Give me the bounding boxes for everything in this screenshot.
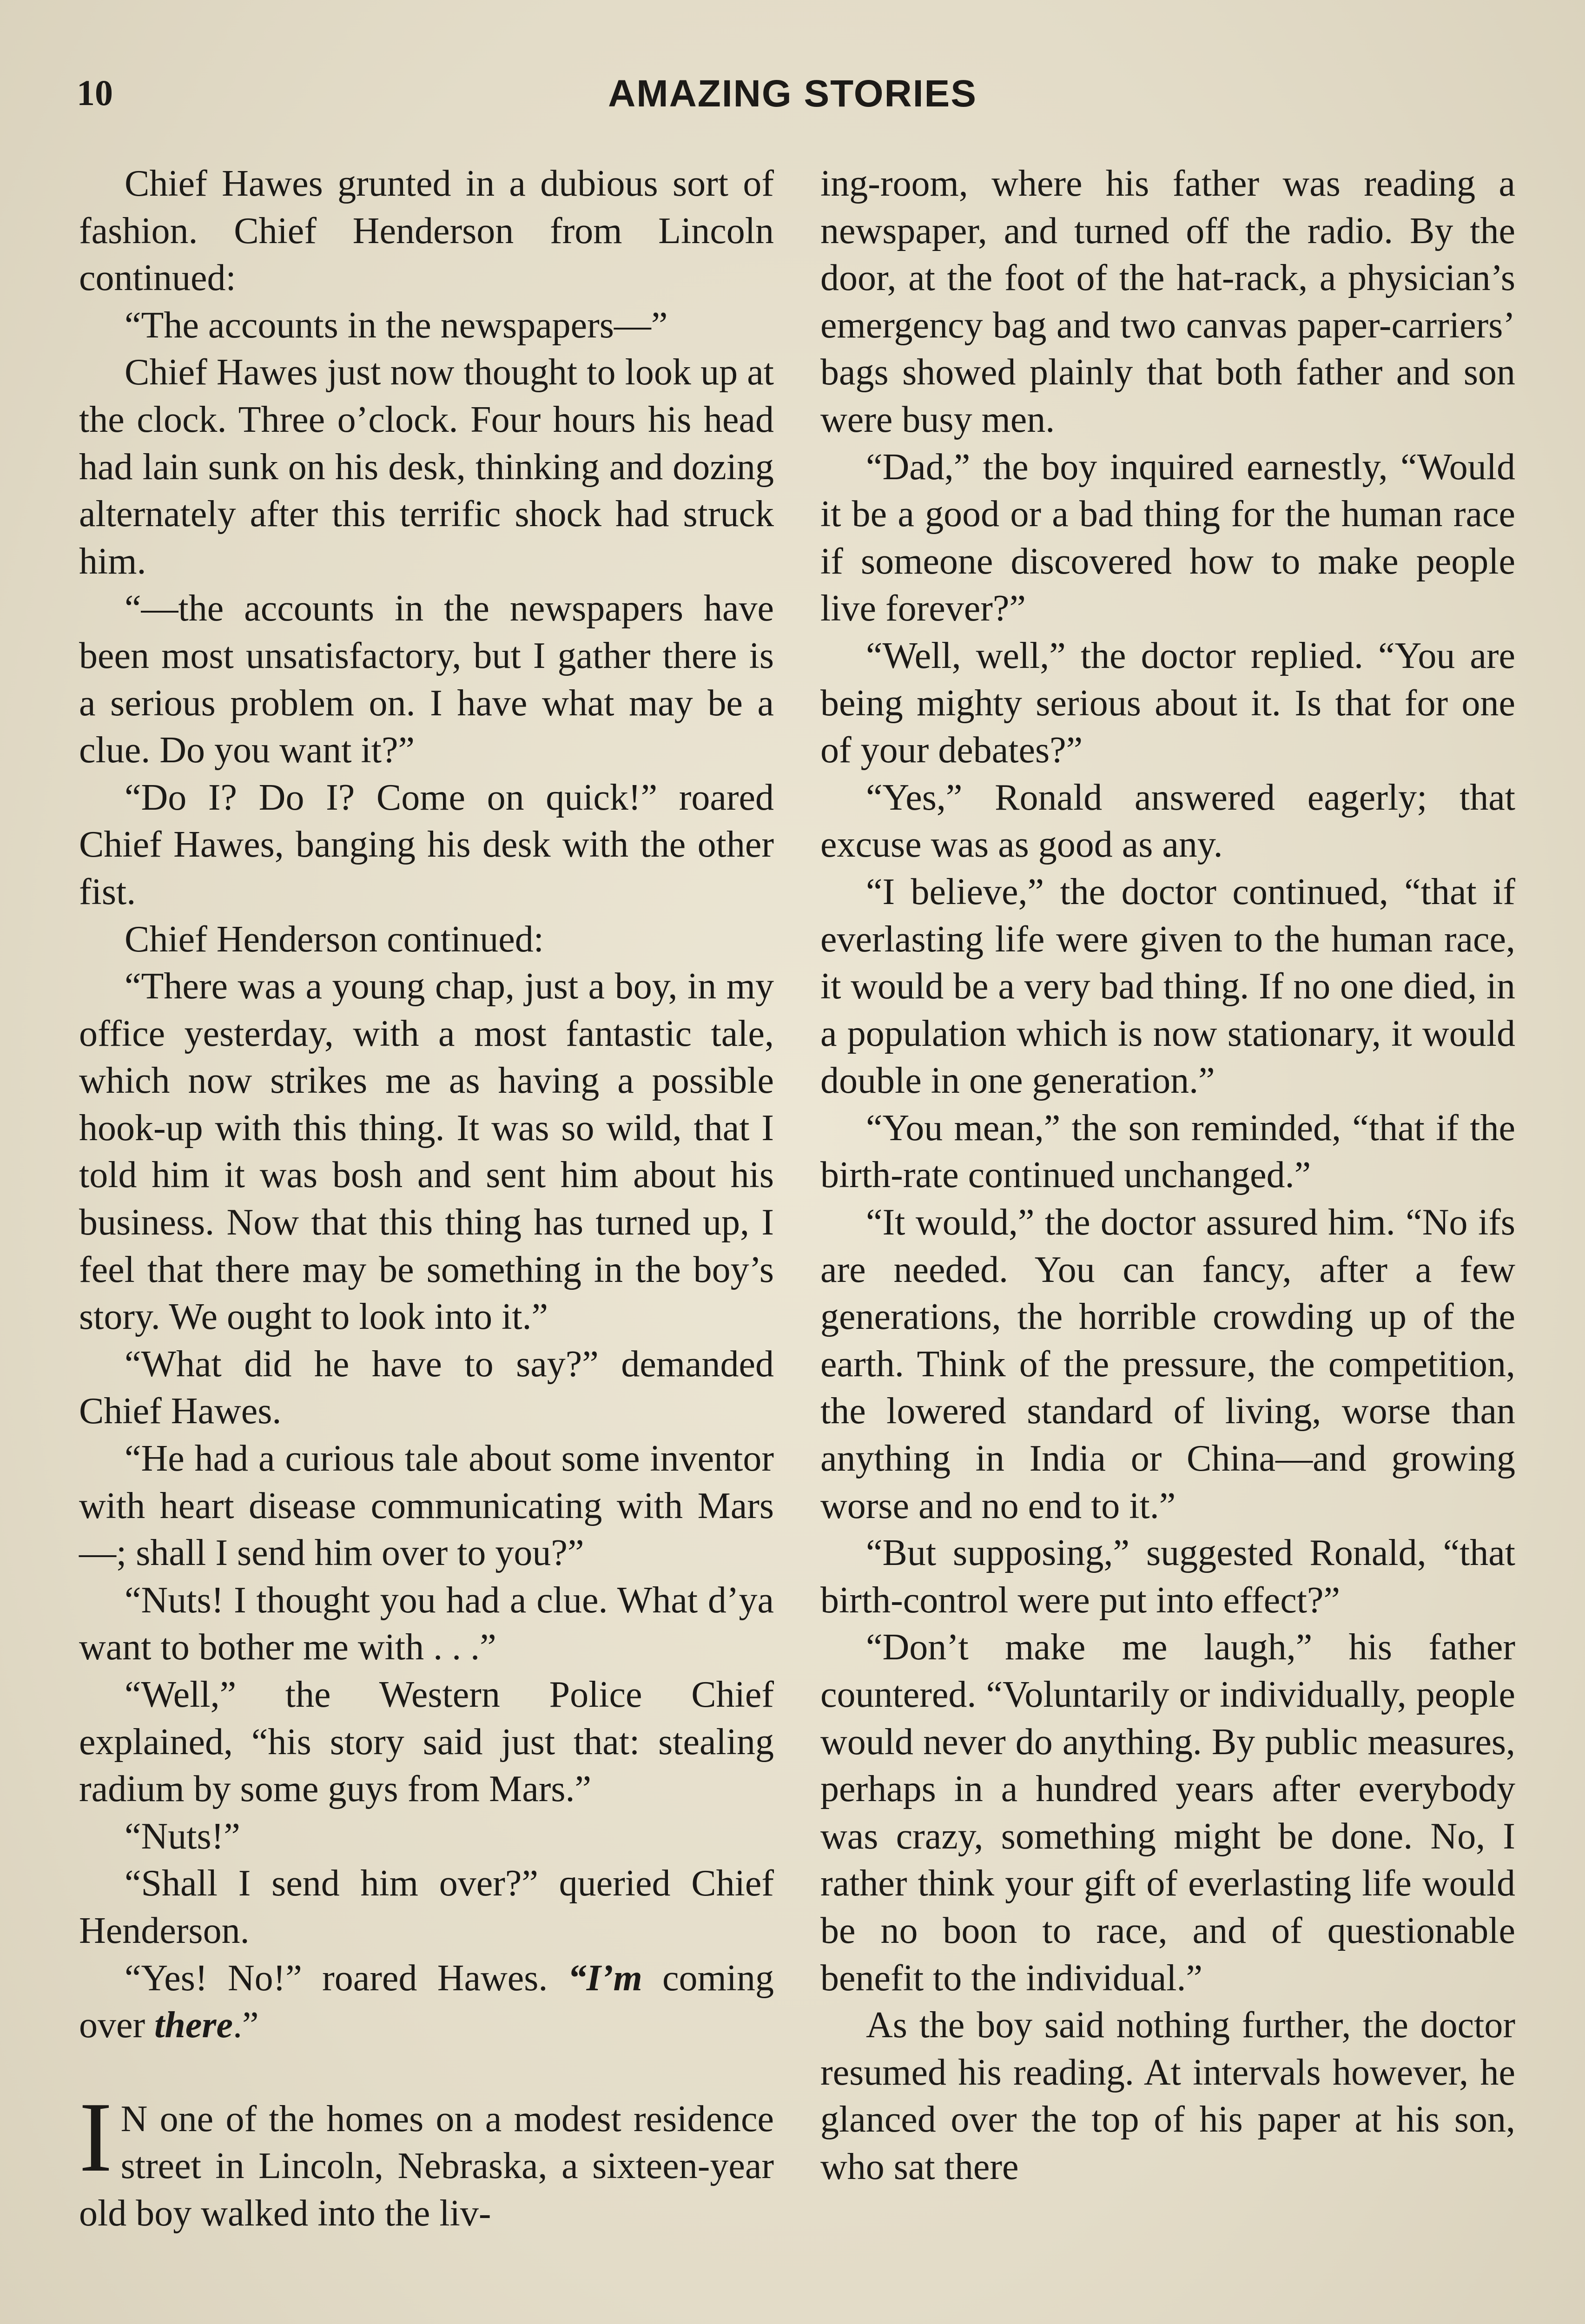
- page-header: [77, 72, 1508, 123]
- paragraph: “Well, well,” the doctor replied. “You are being mighty serious about it. Is that for one of your debates?”: [820, 635, 1515, 771]
- paragraph: “Nuts! I thought you had a clue. What d’ya want to bother me with . . .”: [79, 1579, 774, 1668]
- paragraph: “Well,” the Western Police Chief explained, “his story said just that: stealing radium by some guys from Mars.”: [79, 1674, 774, 1810]
- paragraph: As the boy said nothing further, the doctor resumed his reading. At intervals however, he glanced over the top of his paper at his son, who sat there: [820, 2005, 1515, 2187]
- text-run: coming over: [79, 1957, 774, 2046]
- paragraph: “Shall I send him over?” queried Chief Henderson.: [79, 1863, 774, 1951]
- page-number: 10: [77, 73, 113, 113]
- paragraph: “You mean,” the son reminded, “that if the birth-rate continued unchanged.”: [820, 1107, 1515, 1196]
- paragraph: “The accounts in the newspapers—”: [125, 304, 668, 346]
- running-title: AMAZING STORIES: [608, 73, 977, 115]
- paragraph: “Don’t make me laugh,” his father countered. “Voluntarily or individually, people would never do anything. By public measures, perhaps in a hundred years after everybody was crazy, something might be done. No, I rather think your gift of everlasting life would be no boon to race, and of questionable benefit to the individual.”: [820, 1627, 1515, 1999]
- paragraph: [79, 1955, 774, 2049]
- paragraph: “Nuts!”: [125, 1816, 240, 1857]
- paragraph: Chief Henderson continued:: [125, 918, 544, 960]
- right-column: [820, 160, 1515, 2191]
- paragraph: “I believe,” the doctor continued, “that if everlasting life were given to the human race, it would be a very bad thing. If no one died, in a population which is now stationary, it would double in one generation.”: [820, 871, 1515, 1102]
- drop-cap: I: [79, 2081, 112, 2192]
- paragraph: Chief Hawes grunted in a dubious sort of fashion. Chief Henderson from Lincoln continued:: [79, 163, 774, 299]
- paragraph: “—the accounts in the newspapers have been most unsatisfactory, but I gather there is a serious problem on. I have what may be a clue. Do you want it?”: [79, 588, 774, 771]
- paragraph: “Dad,” the boy inquired earnestly, “Would it be a good or a bad thing for the human race if someone discovered how to make people live forever?”: [820, 446, 1515, 629]
- dropcap-paragraph: [79, 2081, 774, 2238]
- paragraph: “It would,” the doctor assured him. “No ifs are needed. You can fancy, after a few generations, the horrible crowding up of the earth. Think of the pressure, the competition, the lowered standard of living, worse than anything in India or China—and growing worse and no end to it.”: [820, 1202, 1515, 1526]
- paragraph: “What did he have to say?” demanded Chief Hawes.: [79, 1343, 774, 1432]
- paragraph: Chief Hawes just now thought to look up at the clock. Three o’clock. Four hours his head had lain sunk on his desk, thinking and dozing alternately after this terrific shock had struck him.: [79, 352, 774, 582]
- paragraph: “Yes,” Ronald answered eagerly; that excuse was as good as any.: [820, 777, 1515, 865]
- paragraph: “There was a young chap, just a boy, in my office yesterday, with a most fantastic tale, which now strikes me as having a possible hook-up with this thing. It was so wild, that I told him it was bosh and sent him about his business. Now that this thing has turned up, I feel that there may be something in the boy’s story. We ought to look into it.”: [79, 966, 774, 1338]
- left-column: [79, 160, 774, 2238]
- paragraph: “Do I? Do I? Come on quick!” roared Chief Hawes, banging his desk with the other fist.: [79, 777, 774, 912]
- emphasis-text: “I’m: [568, 1957, 642, 1999]
- paragraph: ing-room, where his father was reading a newspaper, and turned off the radio. By the door, at the foot of the hat-rack, a physician’s emergency bag and two canvas paper-carriers’ bags showed plainly that both father and son were busy men.: [820, 163, 1515, 440]
- paragraph: “He had a curious tale about some inventor with heart disease communicating with Mars—; shall I send him over to you?”: [79, 1438, 774, 1574]
- dropcap-text: N one of the homes on a modest residence street in Lincoln, Nebraska, a sixteen-year old boy walked into the liv-: [79, 2098, 774, 2234]
- text-run: .”: [233, 2005, 259, 2046]
- paragraph: “But supposing,” suggested Ronald, “that birth-control were put into effect?”: [820, 1532, 1515, 1621]
- emphasis-text: there: [154, 2005, 233, 2046]
- text-run: “Yes! No!” roared Hawes.: [125, 1957, 568, 1999]
